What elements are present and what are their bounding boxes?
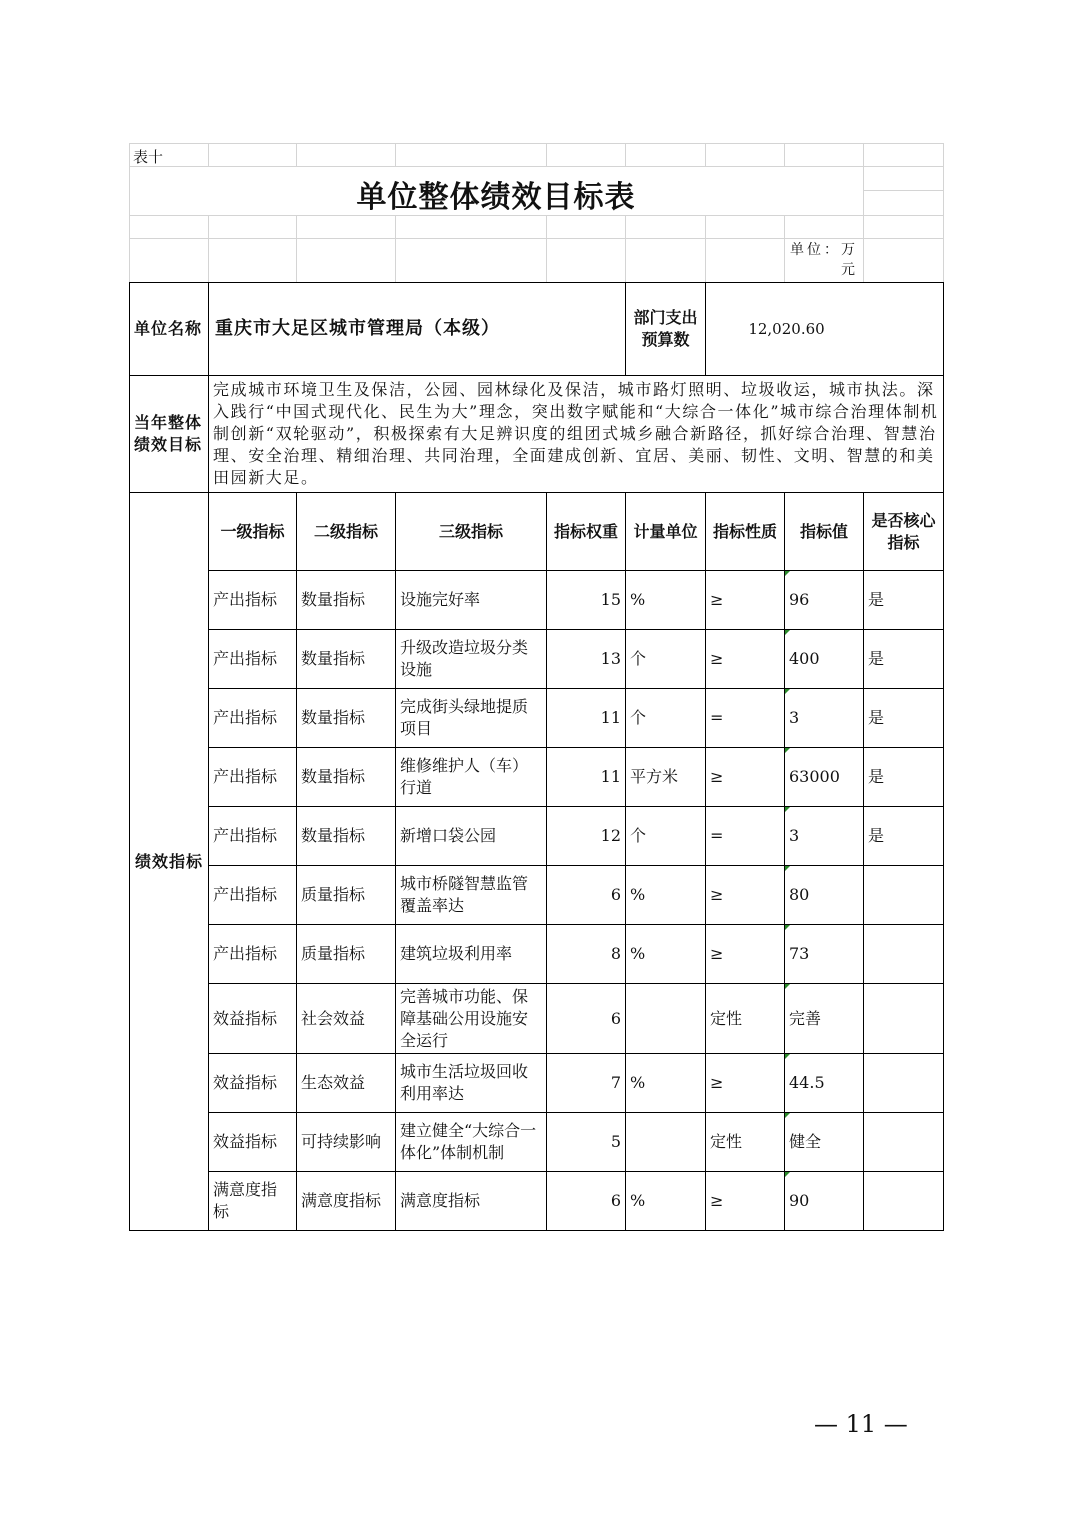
cell-unit: % [626,571,706,630]
table-row [130,807,944,866]
table-row [130,1113,944,1172]
cell-level2: 数量指标 [297,571,396,630]
goal-text: 完成城市环境卫生及保洁，公园、园林绿化及保洁，城市路灯照明、垃圾收运，城市执法。深入践行“中国式现代化、民生为大”理念，突出数字赋能和“大综合一体化”城市综合治理体制机制创新“双轮驱动”，积极探索有大足辨识度的组团式城乡融合新路径，抓好综合治理、智慧治理、安全治理、精细治理、共同治理，全面建成创新、宜居、美丽、韧性、文明、智慧的和美田园新大足。 [209,376,944,493]
cell-unit: % [626,1054,706,1113]
performance-table [129,282,944,1231]
cell-level1: 效益指标 [209,1054,297,1113]
cell-level2: 数量指标 [297,689,396,748]
cell-level2: 生态效益 [297,1054,396,1113]
cell-nature: ≥ [706,866,785,925]
cell-level3: 完善城市功能、保障基础公用设施安全运行 [396,984,547,1054]
cell-core: 是 [864,630,944,689]
cell-core: 是 [864,807,944,866]
cell-level2: 数量指标 [297,748,396,807]
cell-value: 3 [785,689,864,748]
goal-row [130,376,944,493]
cell-nature: ≥ [706,925,785,984]
table-row [130,630,944,689]
cell-unit: % [626,1172,706,1231]
table-row [130,984,944,1054]
goal-label: 当年整体绩效目标 [130,376,209,493]
cell-unit [626,1113,706,1172]
cell-value: 90 [785,1172,864,1231]
header-unit: 计量单位 [626,493,706,571]
cell-weight: 5 [547,1113,626,1172]
cell-level3: 设施完好率 [396,571,547,630]
cell-value: 健全 [785,1113,864,1172]
cell-level1: 产出指标 [209,748,297,807]
cell-core [864,1113,944,1172]
cell-weight: 8 [547,925,626,984]
cell-weight: 6 [547,984,626,1054]
cell-level3: 城市生活垃圾回收利用率达 [396,1054,547,1113]
cell-level1: 产出指标 [209,630,297,689]
cell-nature: 定性 [706,984,785,1054]
unit-row [130,283,944,376]
table-row [130,1172,944,1231]
header-weight: 指标权重 [547,493,626,571]
cell-value: 73 [785,925,864,984]
header-level1: 一级指标 [209,493,297,571]
cell-value: 80 [785,866,864,925]
cell-weight: 11 [547,748,626,807]
cell-level1: 满意度指标 [209,1172,297,1231]
cell-value: 3 [785,807,864,866]
cell-weight: 6 [547,1172,626,1231]
cell-level1: 产出指标 [209,925,297,984]
cell-nature: = [706,689,785,748]
cell-value: 400 [785,630,864,689]
cell-core: 是 [864,689,944,748]
unit-name-label: 单位名称 [130,283,209,376]
cell-level3: 城市桥隧智慧监管覆盖率达 [396,866,547,925]
cell-nature: ≥ [706,748,785,807]
cell-nature: ≥ [706,1054,785,1113]
cell-level1: 产出指标 [209,689,297,748]
unit-name-value: 重庆市大足区城市管理局（本级） [209,283,626,376]
cell-nature: ≥ [706,630,785,689]
cell-level3: 完成街头绿地提质项目 [396,689,547,748]
cell-value: 完善 [785,984,864,1054]
cell-value: 96 [785,571,864,630]
table-row [130,748,944,807]
indicator-header-row [130,493,944,571]
cell-nature: ≥ [706,571,785,630]
table-row [130,571,944,630]
cell-level2: 质量指标 [297,925,396,984]
cell-unit: % [626,866,706,925]
cell-weight: 13 [547,630,626,689]
budget-value: 12,020.60 [706,283,944,376]
cell-level3: 建筑垃圾利用率 [396,925,547,984]
cell-level2: 数量指标 [297,630,396,689]
cell-level2: 社会效益 [297,984,396,1054]
cell-unit [626,984,706,1054]
cell-weight: 6 [547,866,626,925]
cell-unit: % [626,925,706,984]
table-row [130,689,944,748]
cell-level1: 产出指标 [209,807,297,866]
cell-core [864,1054,944,1113]
indicator-section-label: 绩效指标 [130,493,209,1231]
header-level2: 二级指标 [297,493,396,571]
unit-label: 单位：万元 [790,242,858,278]
cell-unit: 平方米 [626,748,706,807]
cell-core: 是 [864,748,944,807]
cell-level1: 效益指标 [209,1113,297,1172]
cell-level2: 可持续影响 [297,1113,396,1172]
cell-nature: 定性 [706,1113,785,1172]
table-row [130,925,944,984]
cell-core: 是 [864,571,944,630]
cell-level2: 数量指标 [297,807,396,866]
cell-value: 44.5 [785,1054,864,1113]
cell-level3: 新增口袋公园 [396,807,547,866]
cell-core [864,984,944,1054]
header-nature: 指标性质 [706,493,785,571]
table-row [130,866,944,925]
table-row [130,1054,944,1113]
cell-level3: 满意度指标 [396,1172,547,1231]
page-title: 单位整体绩效目标表 [356,180,636,215]
header-core: 是否核心指标 [864,493,944,571]
sheet-label: 表十 [133,148,164,166]
cell-level3: 维修维护人（车）行道 [396,748,547,807]
header-level3: 三级指标 [396,493,547,571]
cell-nature: ≥ [706,1172,785,1231]
cell-weight: 15 [547,571,626,630]
cell-unit: 个 [626,630,706,689]
cell-core [864,1172,944,1231]
cell-level1: 产出指标 [209,866,297,925]
cell-level1: 产出指标 [209,571,297,630]
budget-label: 部门支出预算数 [626,283,706,376]
cell-weight: 12 [547,807,626,866]
cell-level3: 建立健全“大综合一体化”体制机制 [396,1113,547,1172]
cell-core [864,866,944,925]
cell-core [864,925,944,984]
cell-value: 63000 [785,748,864,807]
header-value: 指标值 [785,493,864,571]
cell-level2: 满意度指标 [297,1172,396,1231]
cell-nature: = [706,807,785,866]
cell-level3: 升级改造垃圾分类设施 [396,630,547,689]
cell-unit: 个 [626,689,706,748]
cell-weight: 11 [547,689,626,748]
cell-weight: 7 [547,1054,626,1113]
page-number: — 11 — [814,1410,908,1438]
cell-unit: 个 [626,807,706,866]
cell-level2: 质量指标 [297,866,396,925]
cell-level1: 效益指标 [209,984,297,1054]
